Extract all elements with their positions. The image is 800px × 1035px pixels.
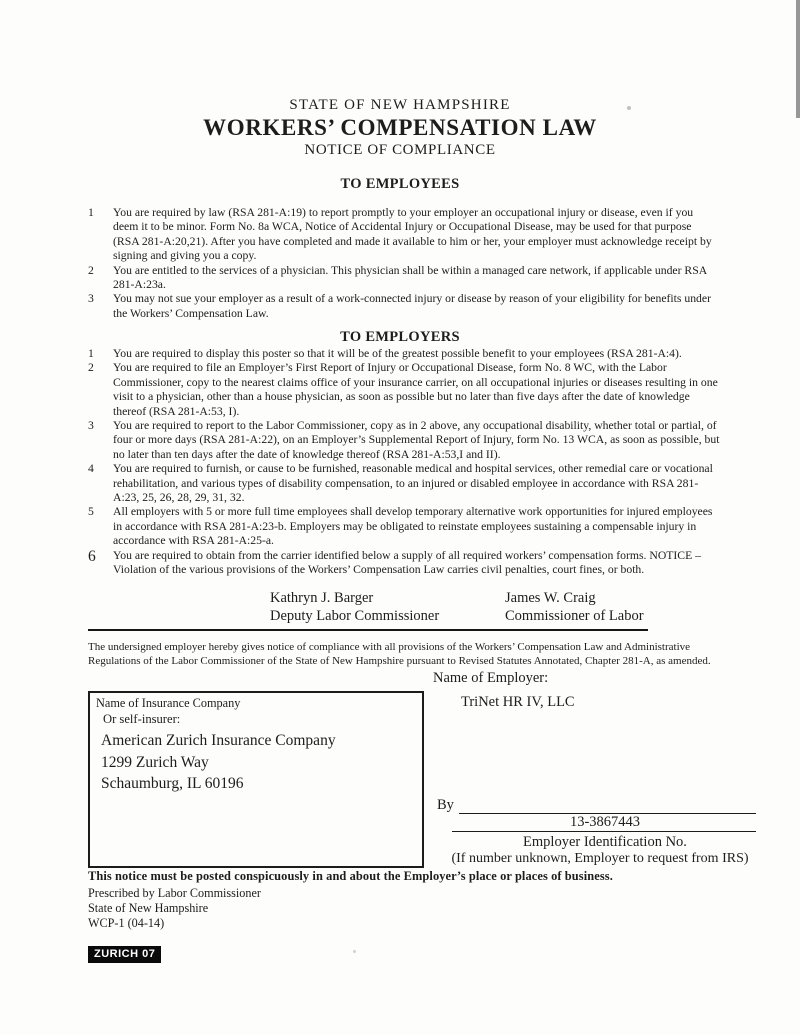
signatory-title: Deputy Labor Commissioner bbox=[270, 607, 440, 624]
list-item bbox=[88, 292, 720, 321]
item-text: You are required to file an Employer’s First Report of Injury or Occupational Disease, form No. 8 WC, with the Labor Commissioner, copy to the nearest claims office of your insurance carrier, on all occupational injuries or diseases resulting in one visit to a physician, other than a house physician, as soon as possible but no later than five days after the date of knowledge thereof (RSA 281-A:53, I). bbox=[113, 361, 718, 418]
employer-name-value: TriNet HR IV, LLC bbox=[461, 694, 575, 710]
compliance-statement: The undersigned employer hereby gives notice of compliance with all provisions of the Workers’ Compensation Law and Administrative Regulations of the Labor Commissioner of the State of New Hampshire pursuant to Revised Statutes Annotated, Chapter 281-A, as amended. bbox=[88, 641, 711, 667]
insurance-box-label: Name of Insurance Company bbox=[96, 696, 241, 710]
item-text: You are required by law (RSA 281-A:19) to report promptly to your employer an occupational injury or disease, even if you deem it to be minor. Form No. 8a WCA, Notice of Accidental Injury or Occupational Disease, may be used for that purpose (RSA 281-A:20,21). After you have completed and made it available to him or her, your employer must acknowledge receipt by signing and giving you a copy. bbox=[113, 206, 712, 263]
list-item bbox=[88, 419, 720, 462]
scan-edge-artifact bbox=[796, 0, 800, 118]
section-heading-employees: TO EMPLOYEES bbox=[340, 176, 460, 192]
item-number: 2 bbox=[88, 263, 94, 277]
item-number: 3 bbox=[88, 292, 94, 306]
employer-name-label: Name of Employer: bbox=[433, 670, 549, 686]
self-insurer-label: Or self-insurer: bbox=[103, 712, 181, 726]
item-number: 1 bbox=[88, 206, 94, 219]
item-number: 4 bbox=[88, 462, 94, 476]
item-text: You are required to report to the Labor Commissioner, copy as in 2 above, any occupational disability, whether total or partial, of four or more days (RSA 281-A:22), on an Employer’s Supplemental Report of Injury, form No. 13 WCA, as soon as possible, but no later than ten days after the date of knowledge thereof (RSA 281-A:53,I and II). bbox=[113, 419, 720, 461]
employers-list bbox=[88, 347, 720, 578]
item-number: 6 bbox=[88, 547, 96, 565]
item-text: You are required to display this poster so that it will be of the greatest possible benefit to your employees (RSA 281-A:4). bbox=[113, 347, 682, 360]
signatory-name: James W. Craig bbox=[505, 590, 596, 606]
list-item bbox=[88, 462, 720, 505]
item-text: All employers with 5 or more full time employees shall develop temporary alternative work opportunities for injured employees in accordance with RSA 281-A:23-b. Employers may be obligated to reinstate employees sustaining a compensable injury in accordance with RSA 281-A:25-a. bbox=[113, 505, 713, 548]
employees-list bbox=[88, 206, 720, 321]
list-item bbox=[88, 347, 720, 361]
item-number: 1 bbox=[88, 347, 94, 360]
zurich-stamp: ZURICH 07 bbox=[88, 946, 161, 963]
item-text: You are required to furnish, or cause to be furnished, reasonable medical and hospital services, other remedial care or vocational rehabilitation, and various types of disability compensation, to an injured or disabled employee in accordance with RSA 281-A:23, 25, 26, 28, 29, 31, 32. bbox=[113, 462, 713, 505]
form-number-line: WCP-1 (04-14) bbox=[88, 916, 165, 930]
insurance-company-box bbox=[88, 691, 424, 868]
signature-block-deputy bbox=[270, 590, 439, 625]
signatory-title: Commissioner of Labor bbox=[505, 607, 644, 624]
ein-label: Employer Identification No. bbox=[523, 834, 687, 850]
list-item bbox=[88, 206, 720, 264]
signatory-name: Kathryn J. Barger bbox=[270, 590, 374, 606]
item-text: You may not sue your employer as a result of a work-connected injury or disease by reason of your eligibility for benefits under the Workers’ Compensation Law. bbox=[113, 292, 711, 320]
scan-speck bbox=[627, 106, 631, 110]
insurance-company-name: American Zurich Insurance Company bbox=[101, 732, 336, 749]
list-item bbox=[88, 549, 720, 578]
ein-underline bbox=[452, 831, 756, 832]
list-item bbox=[88, 264, 720, 293]
section-heading-employers: TO EMPLOYERS bbox=[340, 329, 460, 345]
horizontal-divider bbox=[88, 629, 648, 631]
document-title: WORKERS’ COMPENSATION LAW bbox=[203, 115, 597, 140]
item-number: 5 bbox=[88, 505, 94, 519]
state-heading: STATE OF NEW HAMPSHIRE bbox=[289, 97, 511, 113]
posting-notice: This notice must be posted conspicuously in and about the Employer’s place or places of business. bbox=[88, 869, 613, 883]
prescribed-by-line: Prescribed by Labor Commissioner bbox=[88, 886, 261, 900]
insurance-company-street: 1299 Zurich Way bbox=[101, 753, 209, 771]
signature-block-commissioner bbox=[505, 590, 644, 625]
item-text: You are required to obtain from the carrier identified below a supply of all required workers’ compensation forms. NOTICE – Violation of the various provisions of the Workers’ Compensation Law carries civil penalties, court fines, or both. bbox=[113, 548, 701, 577]
item-number: 2 bbox=[88, 361, 94, 375]
ein-value: 13-3867443 bbox=[569, 814, 641, 830]
ein-note: (If number unknown, Employer to request from IRS) bbox=[451, 851, 749, 866]
scan-speck bbox=[353, 950, 356, 953]
by-label: By bbox=[437, 797, 454, 813]
footer-state-line: State of New Hampshire bbox=[88, 901, 209, 915]
item-number: 3 bbox=[88, 419, 94, 433]
insurance-company-city: Schaumburg, IL 60196 bbox=[101, 775, 244, 792]
document-subtitle: NOTICE OF COMPLIANCE bbox=[304, 142, 496, 158]
list-item bbox=[88, 505, 720, 548]
list-item bbox=[88, 361, 720, 419]
item-text: You are entitled to the services of a physician. This physician shall be within a managed care network, if applicable under RSA 281-A:23a. bbox=[113, 263, 707, 292]
